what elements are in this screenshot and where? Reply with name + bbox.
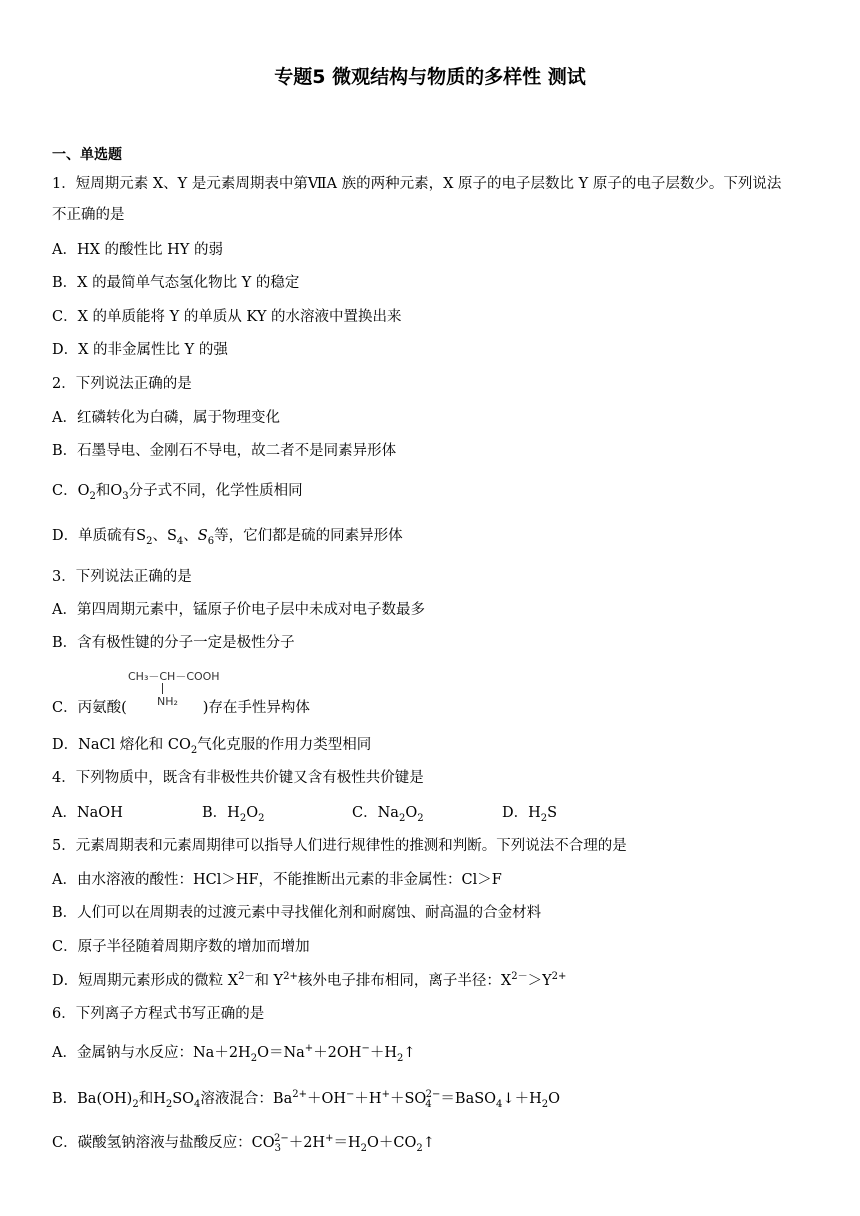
alanine-bond: [162, 683, 163, 694]
q5-option-c: C．原子半径随着周期序数的增加而增加: [52, 939, 310, 955]
q2-option-b: B．石墨导电、金刚石不导电，故二者不是同素异形体: [52, 443, 397, 459]
q4-stem: 4．下列物质中，既含有非极性共价键又含有极性共价键是: [52, 770, 424, 786]
gas-arrow-icon: ↑: [403, 1045, 416, 1061]
q4-options: [52, 803, 557, 823]
page-title: 专题5 微观结构与物质的多样性 测试: [274, 66, 586, 88]
q4-option-a: A．NaOH: [52, 805, 123, 821]
q1-stem-line2: 不正确的是: [52, 207, 125, 223]
q4-option-b: B．$H_2O_2$: [202, 805, 265, 824]
q4-option-d: D．$H_2S$: [502, 805, 558, 824]
q1-option-b: B．X 的最简单气态氢化物比 Y 的稳定: [52, 275, 300, 291]
q5-option-b: B．人们可以在周期表的过渡元素中寻找催化剂和耐腐蚀、耐高温的合金材料: [52, 905, 542, 921]
q3-option-b: B．含有极性键的分子一定是极性分子: [52, 635, 295, 651]
q3-option-d: D．NaCl 熔化和 $CO_2$气化克服的作用力类型相同: [52, 737, 372, 756]
q6-option-a: A．金属钠与水反应：$Na+2H_2O=Na^++2OH^-+H_2↑$: [52, 1043, 416, 1064]
q2-option-d: D．单质硫有$S_2$、$S_4$、$S_6$等，它们都是硫的同素异形体: [52, 528, 403, 547]
alanine-amino-group: NH₂: [157, 695, 178, 708]
q3-option-c: C．丙氨酸( )存在手性异构体: [52, 700, 310, 716]
q1-stem-line1: 1．短周期元素 X、Y 是元素周期表中第ⅦA 族的两种元素，X 原子的电子层数比 Y 原子的电子层数少。下列说法: [52, 176, 782, 192]
gas-arrow-icon: ↑: [422, 1135, 435, 1151]
section-heading: 一、单选题: [52, 147, 122, 163]
q6-option-c: C．碳酸氢钠溶液与盐酸反应：$CO_3^{2-}+2H^+=H_2O+CO_2↑$: [52, 1133, 435, 1154]
q2-option-c: C．$O_2$和$O_3$分子式不同，化学性质相同: [52, 483, 303, 502]
q2-stem: 2．下列说法正确的是: [52, 376, 192, 392]
q1-option-d: D．X 的非金属性比 Y 的强: [52, 342, 228, 358]
q3-option-a: A．第四周期元素中，锰原子价电子层中未成对电子数最多: [52, 602, 425, 618]
q5-option-d: D．短周期元素形成的微粒 $X^{2-}$和 $Y^{2+}$核外电子排布相同，离子半径：$X^{2-}>Y^{2+}$: [52, 971, 567, 989]
q5-stem: 5．元素周期表和元素周期律可以指导人们进行规律性的推测和判断。下列说法不合理的是: [52, 838, 627, 854]
q6-stem: 6．下列离子方程式书写正确的是: [52, 1006, 265, 1022]
q6-option-b: B．$Ba(OH)_2$和$H_2SO_4$溶液混合：$Ba^{2+}+OH^-+H^++SO_4^{2-}=BaSO_4↓+H_2O$: [52, 1089, 560, 1110]
q4-option-c: C．$Na_2O_2$: [352, 805, 424, 824]
q1-option-c: C．X 的单质能将 Y 的单质从 KY 的水溶液中置换出来: [52, 309, 402, 325]
alanine-chain: CH₃－CH－COOH: [128, 670, 220, 683]
q1-option-a: A．HX 的酸性比 HY 的弱: [52, 242, 223, 258]
alanine-structure-image: [128, 668, 220, 708]
precipitate-arrow-icon: ↓: [502, 1091, 515, 1107]
q3-stem: 3．下列说法正确的是: [52, 569, 192, 585]
q2-option-a: A．红磷转化为白磷，属于物理变化: [52, 410, 280, 426]
q5-option-a: A．由水溶液的酸性：HCl＞HF，不能推断出元素的非金属性：Cl＞F: [52, 872, 502, 888]
